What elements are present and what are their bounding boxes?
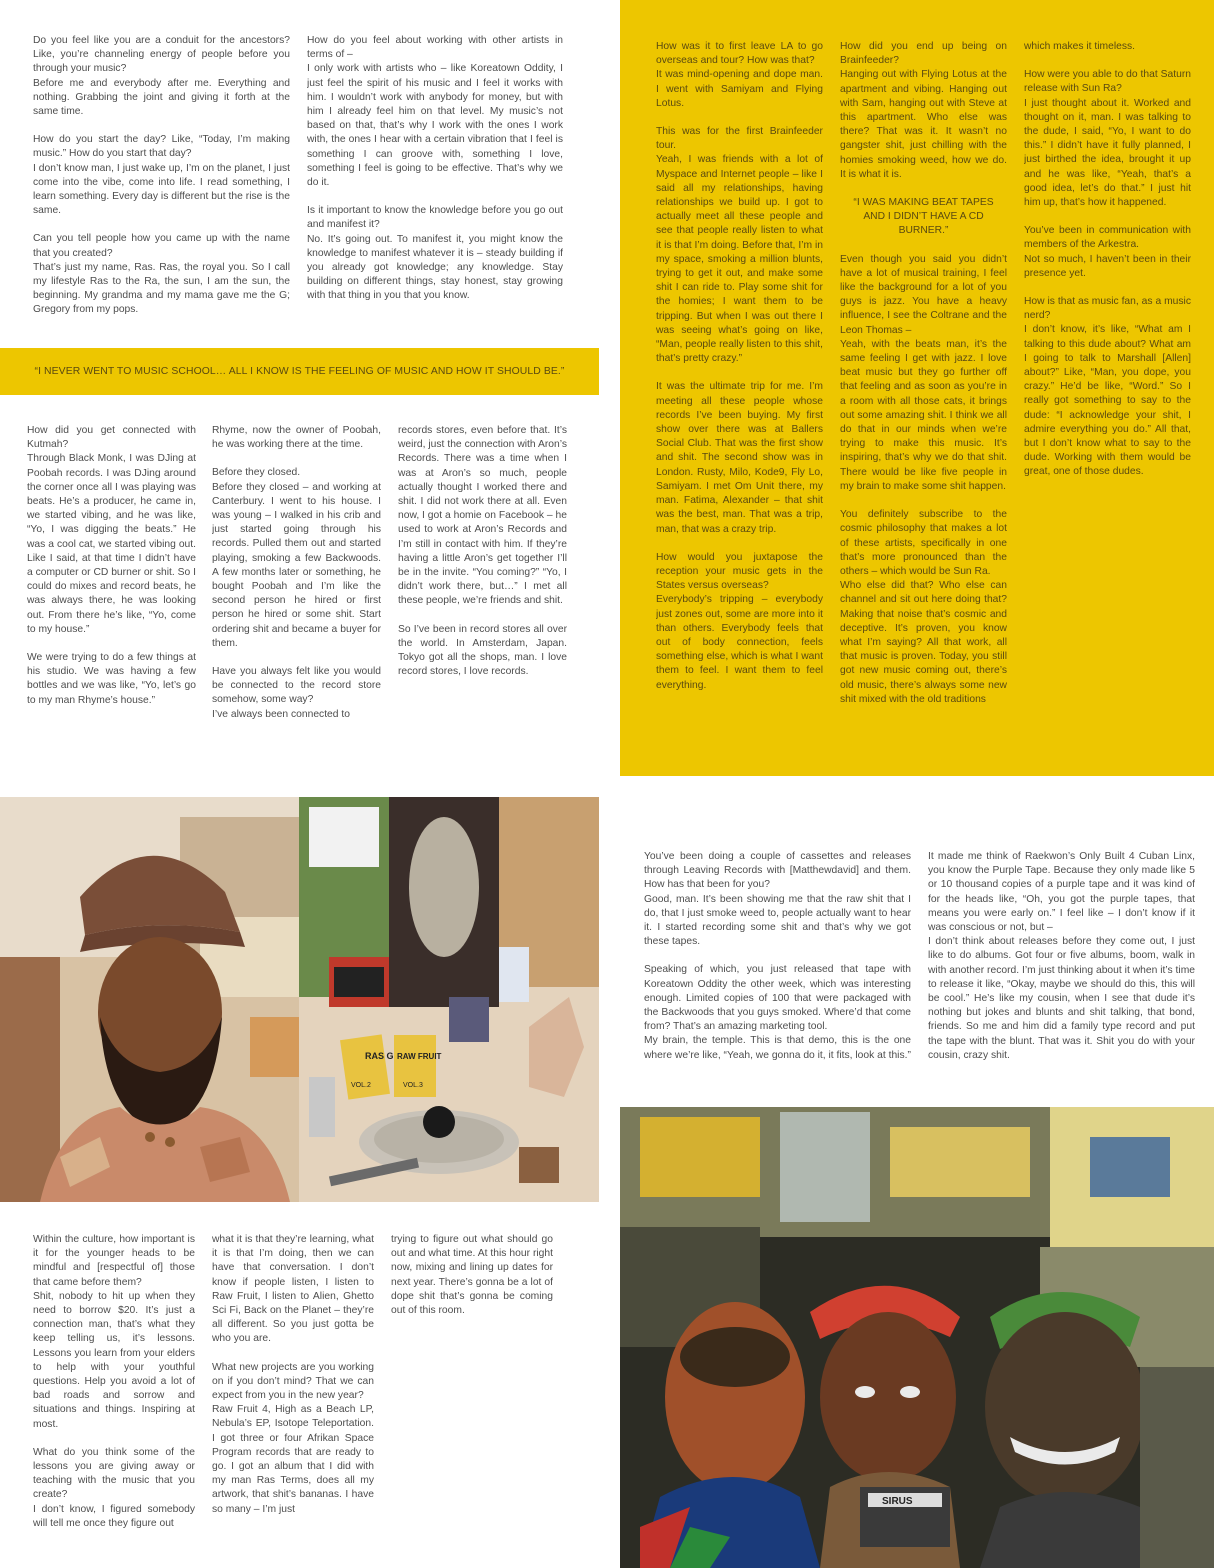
- pull-quote-bar: [0, 348, 599, 395]
- portrait-illustration: [0, 797, 299, 1202]
- interview-column-12: [212, 1233, 374, 1533]
- tape-label: VOL.3: [403, 1082, 423, 1089]
- qa-block: Do you feel like you are a conduit for the ancestors? Like, you’re channeling energy of people before you through your music? Before me and everybody after me. Everything and nothing. Grabbing the joint and giving it forth at the same time.: [33, 35, 290, 118]
- qa-block: How would you juxtapose the reception your music gets in the States versus overseas? Everybody’s tripping – everybody just zones out, some are more into it than others. Everybody feels that out of body connection, feels something else, which is what I want them to feel. I want them to feel everything.: [656, 551, 823, 691]
- tape-label: RAS G: [365, 1051, 394, 1061]
- qa-block: So I’ve been in record stores all over the world. In Amsterdam, Japan. Tokyo got all the shops, man. I love record stores, I love records.: [398, 623, 567, 678]
- qa-block: You’ve been in communication with members of the Arkestra. Not so much, I haven’t been in their presence yet.: [1024, 225, 1191, 279]
- qa-block: which makes it timeless.: [1024, 41, 1136, 52]
- qa-block: It was the ultimate trip for me. I’m meeting all these people whose records I’ve been buying. My first show over there was at Ballers Social Club. That was the first show and shit. The second show was in London. Rusty, Milo, Kode9, Fly Lo, Samiyam. I met Om Unit there, my man. Fatima, Alexander – that shit was the best, man. That was a trip, man, that was a crazy trip.: [656, 381, 823, 535]
- qa-block: Before they closed. Before they closed – and working at Canterbury. I went to his house. I was young – I walked in his crib and just started going through his records. Pulled them out and started playing, smoking a few Backwoods. A few months later or something, he bought Poobah and I’m like the second person he hired or first person he hired or some shit. Start ordering shit and became a buyer for them.: [212, 467, 381, 649]
- qa-block: What new projects are you working on if you don’t mind? That we can expect from you in the new year? Raw Fruit 4, High as a Beach LP, Nebula’s EP, Isotope Teleportation. I got three or four Afrikan Space Program records that are ready to go. I got an album that I did with my man Ras Terms, does all my artwork, that shit’s bananas. I have so many – I’m just: [212, 1361, 374, 1515]
- qa-block: Rhyme, now the owner of Poobah, he was working there at the time.: [212, 425, 381, 451]
- interview-column-2: [307, 34, 563, 304]
- interview-column-10: [928, 850, 1195, 1080]
- qa-block: What do you think some of the lessons you are giving away or teaching with the music that you create? I don’t know, I figured somebody will tell me once they figure out: [33, 1446, 195, 1529]
- qa-block: How were you able to do that Saturn release with Sun Ra? I just thought about it. Worked and thought on it, man. I was talking to the dude, I said, “Yo, I want to do this.” I didn’t have it fully planned, I just birthed the idea, brought it up and he was like, “Yeah, that’s a good idea, let’s do that.” I just hit him up, that’s how it happened.: [1024, 69, 1191, 209]
- interview-column-5: [398, 424, 567, 724]
- interview-column-1: [33, 34, 290, 318]
- qa-block: How do you start the day? Like, “Today, I’m making music.” How do you start that day? I don’t know man, I just wake up, I’m on the planet, I just come into the vibe, come into life. I read something, I learn something. Every day is different but the rise is the same.: [33, 134, 290, 217]
- qa-block: How did you end up being on Brainfeeder? Hanging out with Flying Lotus at the apartment and vibing. Hanging out with Sam, hanging out with Steve at this apartment. Who else was there? That was it. It wasn’t no gangster shit, just chilling with the homies smoking weed, how we do. It is what it is.: [840, 41, 1007, 180]
- qa-block: How was it to first leave LA to go overseas and tour? How was that? It was mind-opening and dope man. I went with Samiyam and Flying Lotus.: [656, 41, 823, 109]
- qa-block: Within the culture, how important is it for the younger heads to be mindful and [respectful of] those that came before them? Shit, nobody to hit up when they need to borrow $20. It’s just a connection man, that’s what they keep telling us, it’s lessons. Lessons you learn from your elders to help with your youthful questions. Help you avoid a lot of bad roads and sorrow and situations and things. Inspiring at most.: [33, 1234, 195, 1430]
- interview-column-13: [391, 1233, 553, 1343]
- qa-block: records stores, even before that. It’s weird, just the connection with Aron’s Records. There was a time when I was at Aron’s so much, people actually thought I worked there and shit. I did not work there at all. Even now, I got a homie on Facebook – he used to work at Aron’s Records and I’m still in contact with him. If they’re having a little Aron’s get together I’ll be in the invite. “You coming?” “Yo, I didn’t work there, but…” I met all these people, we’re friends and shit.: [398, 425, 567, 607]
- collage-illustration: [620, 1107, 1214, 1568]
- pull-quote-text: “I NEVER WENT TO MUSIC SCHOOL… ALL I KNOW IS THE FEELING OF MUSIC AND HOW IT SHOULD BE.”: [34, 366, 565, 377]
- qa-block: It made me think of Raekwon’s Only Built 4 Cuban Linx, you know the Purple Tape. Because they only made like 5 or 10 thousand copies of a purple tape and it was kind of for the heads like, “Oh, you got the purple tapes, that means you were early on.” I feel like – I don’t know if it was conscious or not, but – I don’t think about releases before they come out, I just like to do albums. Got four or five albums, boom, walk in with another record. I’m just thinking about it when it’s time to release it like, “Okay, maybe we should do this, this will be cool.” He’s like my cousin, when I see that dude it’s nothing but jokes and blunts and shit talking, that bond, friends. So me and him did a family type record and put the tape with the blunt. That was it. Shit you do with your cousin, crazy shit.: [928, 851, 1195, 1061]
- pull-quote-inline: “I WAS MAKING BEAT TAPES AND I DIDN’T HAVE A CD BURNER.”: [853, 197, 994, 237]
- qa-block: This was for the first Brainfeeder tour. Yeah, I was friends with a lot of Myspace and Internet people – like I said all my relationships, having relationships we build up. I got to actually meet all these people and see that people really listen to what it is that I’m doing. Before that, I’m in my space, smoking a million blunts, trying to get it out, and make some shit I can ride to. Play some shit for the homies; I want them to be tripping. But when I was out there I was seeing what’s going on like, “Man, people really listen to this shit, that’s pretty crazy.”: [656, 126, 823, 365]
- qa-block: We were trying to do a few things at his studio. We was having a few bottles and we was like, “Yo, let’s go to my man Rhyme’s house.”: [27, 652, 196, 706]
- qa-block: You’ve been doing a couple of cassettes and releases through Leaving Records with [Matthewdavid] and them. How has that been for you? Good, man. It’s been showing me that the raw shit that I do, that I just smoke weed to, people actually want to hear it. I started recording some shit and that’s why we got these tapes.: [644, 851, 911, 948]
- portrait-photo: [0, 797, 299, 1202]
- qa-block: trying to figure out what should go out and what time. At this hour right now, mixing and lining up dates for next year. There’s gonna be a lot of dope shit that’s gonna be coming out of this room.: [391, 1234, 553, 1317]
- interview-column-11: [33, 1233, 195, 1533]
- qa-block: How do you feel about working with other artists in terms of – I only work with artists who – like Koreatown Oddity, I just feel the spirit of his music and I feel it works with him. I wouldn’t work with anybody for money, but with him I already feel him on that level. My music’s not based on that, that’s why I work with the ones I work with, the ones I hear with a certain vibration that I feel is something I can groove with, something I love, something I feel is going to be effective. That’s why we do it.: [307, 35, 563, 189]
- tape-label: RAW FRUIT: [397, 1052, 442, 1061]
- interview-column-3: [27, 424, 196, 724]
- altar-photo: [299, 797, 599, 1202]
- qa-block: Is it important to know the knowledge before you go out and manifest it? No. It’s going out. To manifest it, you might know the knowledge to manifest whatever it is – steady building if you already got knowledge; any knowledge. Stay building on different things, stay honest, stay growing with that thing in you that you know.: [307, 205, 563, 302]
- qa-block: You definitely subscribe to the cosmic philosophy that makes a lot of these artists, specifically in one that’s more pronounced than the others – which would be Sun Ra. Who else did that? Who else can channel and sit out here doing that? Making that noise that’s cosmic and deceptive. It’s proven, you know what I’m saying? All that work, all that music is proven. Today, you still got new music coming out, there’s old music, there’s always some new shit mixed with the old traditions: [840, 509, 1007, 705]
- qa-block: How did you get connected with Kutmah? Through Black Monk, I was DJing at Poobah records. I was DJing around the corner once all I was playing was beats. He’s a producer, he came in, we started vibing, and he was like, “Yo, I was digging the beats.” He was a cool cat, we started vibing out. Like I said, at that time I didn’t have a computer or CD burner or shit. So I could do mixes and record beats, he was always there, he was looking out. From there he’s like, “Yo, come to my house.”: [27, 425, 196, 635]
- qa-block: Even though you said you didn’t have a lot of musical training, I feel like the background for a lot of you guys is jazz. You have a heavy influence, I see the Coltrane and the Leon Thomas – Yeah, with the beats man, it’s the same feeling I get with jazz. I love beat music but they go further off that feeling and as soon as you’re in a room with all those cats, it brings out some amazing shit. I think we all do that in our minds when we’re trying to make this music. It’s inspiring, that’s why we do that shit. There would be like five people in my brain to make some shit happen.: [840, 253, 1007, 492]
- qa-block: Have you always felt like you would be connected to the record store somehow, some way? I’ve always been connected to: [212, 666, 381, 720]
- altar-illustration: [299, 797, 599, 1202]
- interview-column-9: [644, 850, 911, 1080]
- qa-block: what it is that they’re learning, what it is that I’m doing, then we can have that conversation. I don’t know if people listen, I listen to Raw Fruit, I listen to Alien, Ghetto Sci Fi, Back on the Planet – they’re all different. So you just gotta be who you are.: [212, 1234, 374, 1345]
- interview-column-4: [212, 424, 381, 724]
- crate-label: SIRUS: [882, 1496, 913, 1507]
- qa-block: How is that as music fan, as a music nerd? I don’t know, it’s like, “What am I talking to this dude about? What am I going to talk to Marshall [Allen] about?” Like, “Man, you dope, you crazy.” He’d be like, “Word.” So I really got something to say to the dude: “I acknowledge your shit, I admire everything you do.” All that, but I don’t know what to say to the dude. Working with them would be great, one of those dudes.: [1024, 296, 1191, 478]
- qa-block: Can you tell people how you came up with the name that you created? That’s just my name, Ras. Ras, the royal you. So I call my lifestyle Ras to the Ra, the sun, I am the sun, the beginning. My grandma and my mama gave me the G; Gregory from my pops.: [33, 233, 290, 316]
- interview-column-6: [656, 40, 823, 730]
- collage-artwork: [620, 1107, 1214, 1568]
- interview-column-7: [840, 40, 1007, 740]
- interview-column-8: [1024, 40, 1191, 520]
- tape-label: VOL.2: [351, 1082, 371, 1089]
- qa-block: Speaking of which, you just released that tape with Koreatown Oddity the other week, which was interesting enough. Limited copies of 100 that were packaged with the Backwoods that you guys smoked. Where’d that come from? That’s an amazing marketing tool. My brain, the temple. This is that demo, this is the one where we’re like, “Yeah, we gonna do it, it fits, look at this.”: [644, 964, 911, 1061]
